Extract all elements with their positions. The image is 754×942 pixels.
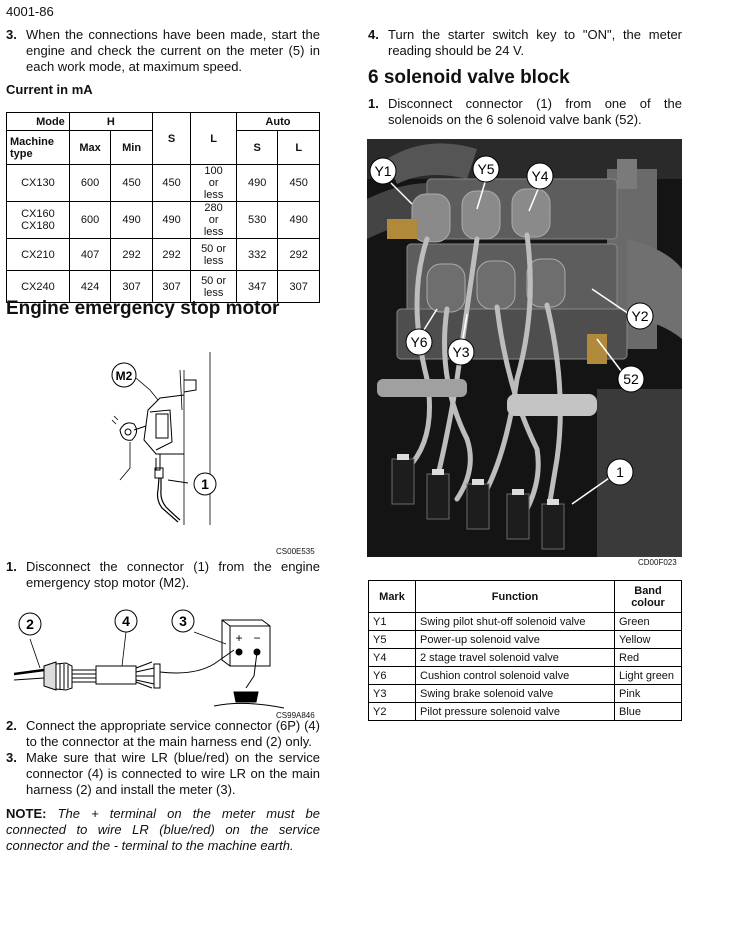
- photo-caption: CD00F023: [638, 558, 677, 567]
- current-table-title: Current in mA: [6, 82, 93, 97]
- figure-caption-2: CS99A846: [276, 711, 315, 720]
- figure-caption-1: CS00E535: [276, 547, 315, 556]
- step-3-check-current: 3. When the connections have been made, start the engine and check the current on the meter (5) in each work mode, at maximum speed.: [6, 27, 320, 74]
- plus-terminal: +: [235, 631, 243, 645]
- table-row: Y3 Swing brake solenoid valve Pink: [369, 685, 682, 703]
- step-3-verify-wire: 3. Make sure that wire LR (blue/red) on the service connector (4) is connected to wire LR on the main harness (2) and install the meter (3).: [6, 750, 320, 797]
- th-h: H: [69, 113, 152, 131]
- th-l: L: [191, 113, 237, 165]
- th-function: Function: [416, 581, 615, 613]
- step-2-connect: 2. Connect the appropriate service connector (6P) (4) to the connector at the main harness end (2) only.: [6, 718, 320, 749]
- th-auto-s: S: [236, 131, 278, 165]
- th-auto: Auto: [236, 113, 319, 131]
- label-y2: Y2: [631, 308, 649, 324]
- label-connector-1-photo: 1: [616, 464, 624, 480]
- label-3: 3: [179, 613, 187, 629]
- th-mark: Mark: [369, 581, 416, 613]
- table-row: Y2 Pilot pressure solenoid valve Blue: [369, 703, 682, 721]
- th-mode: Mode: [7, 113, 70, 131]
- th-machine-type: Machine type: [7, 131, 70, 165]
- solenoid-mark-table: [368, 580, 682, 721]
- section-title-emergency-stop: Engine emergency stop motor: [6, 298, 280, 319]
- emergency-stop-motor-drawing: [100, 350, 230, 528]
- label-4: 4: [122, 613, 130, 629]
- th-min: Min: [111, 131, 153, 165]
- th-s: S: [152, 113, 190, 165]
- label-connector-1: 1: [201, 476, 209, 492]
- note-label: NOTE:: [6, 806, 47, 821]
- solenoid-valve-photo: [367, 139, 682, 557]
- th-band-colour: Band colour: [615, 581, 682, 613]
- step-1-solenoid-disconnect: 1. Disconnect connector (1) from one of the solenoids on the 6 solenoid valve bank (52).: [368, 96, 682, 127]
- step-4-starter: 4. Turn the starter switch key to "ON", the meter reading should be 24 V.: [368, 27, 682, 58]
- th-auto-l: L: [278, 131, 320, 165]
- label-2: 2: [26, 616, 34, 632]
- label-m2: M2: [115, 369, 133, 383]
- table-row: CX160 CX180 600 490 490 280 or less 530 490: [7, 202, 320, 239]
- minus-terminal: −: [253, 631, 261, 645]
- table-row: Y6 Cushion control solenoid valve Light green: [369, 667, 682, 685]
- table-row: CX240 424 307 307 50 or less 347 307: [7, 271, 320, 303]
- label-y3: Y3: [452, 344, 470, 360]
- label-52: 52: [623, 371, 639, 387]
- table-row: CX210 407 292 292 50 or less 332 292: [7, 239, 320, 271]
- step-1-disconnect: 1. Disconnect the connector (1) from the engine emergency stop motor (M2).: [6, 559, 320, 590]
- label-y4: Y4: [531, 168, 549, 184]
- note-text: The + terminal on the meter must be connected to wire LR (blue/red) on the service connector and the - terminal to the machine earth.: [6, 806, 320, 853]
- section-title-solenoid: 6 solenoid valve block: [368, 67, 570, 88]
- note: [6, 806, 320, 854]
- current-table: [6, 112, 320, 303]
- service-connector-diagram: [14, 606, 304, 716]
- th-max: Max: [69, 131, 111, 165]
- label-y6: Y6: [410, 334, 428, 350]
- table-row: Y5 Power-up solenoid valve Yellow: [369, 631, 682, 649]
- table-row: Y1 Swing pilot shut-off solenoid valve Green: [369, 613, 682, 631]
- table-row: Y4 2 stage travel solenoid valve Red: [369, 649, 682, 667]
- table-row: CX130 600 450 450 100 or less 490 450: [7, 165, 320, 202]
- label-y5: Y5: [477, 161, 495, 177]
- page-number: 4001-86: [6, 4, 54, 19]
- label-y1: Y1: [374, 163, 392, 179]
